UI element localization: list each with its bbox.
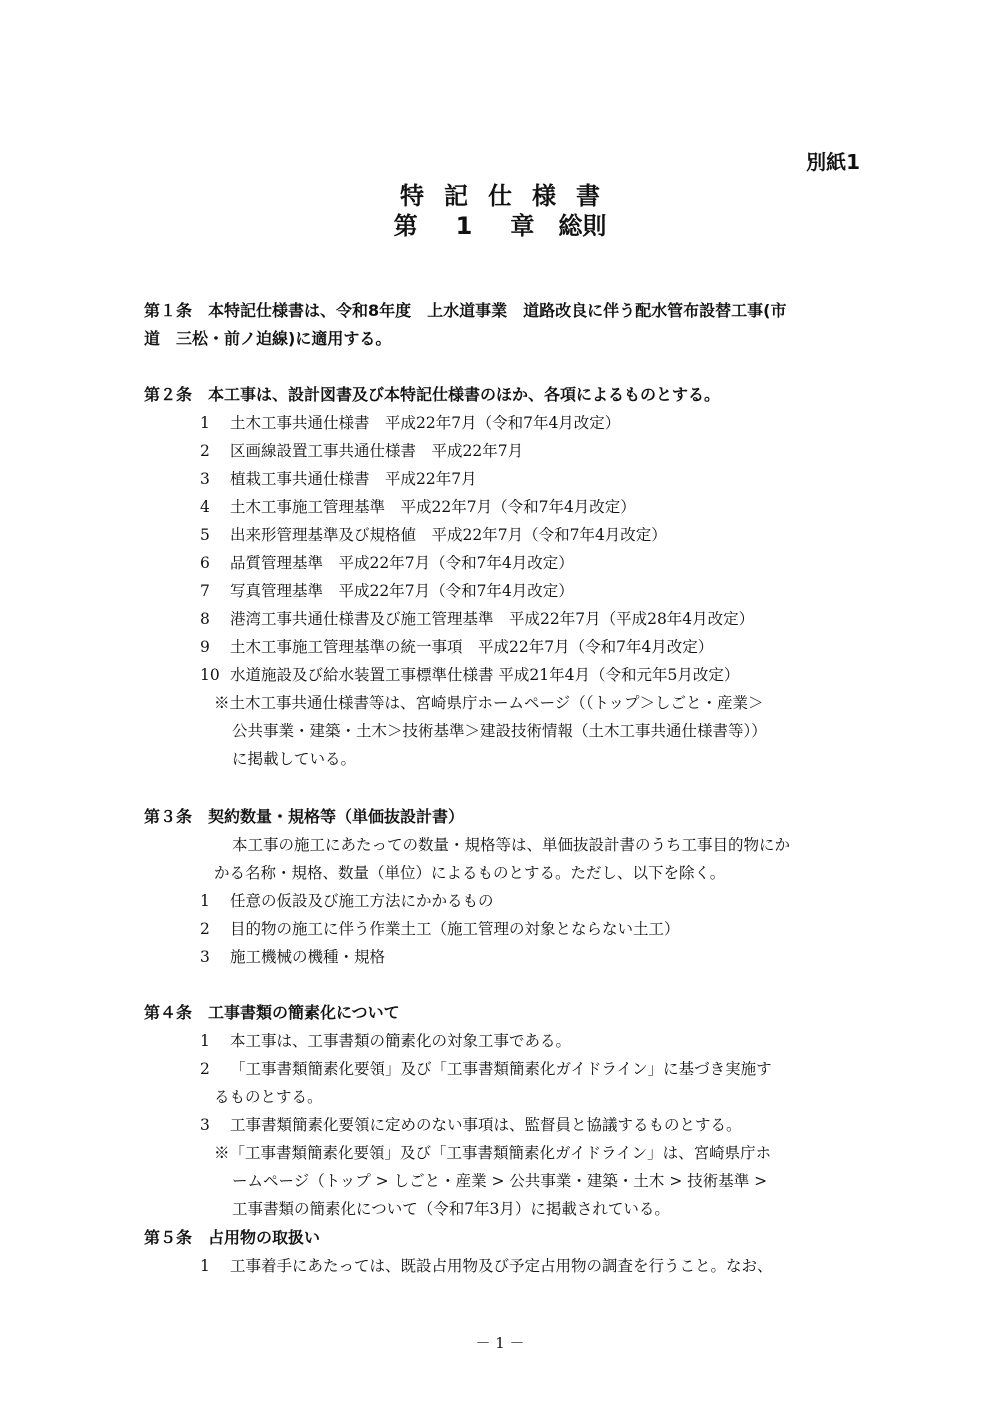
chapter-ordinal: 第 — [393, 212, 418, 240]
list-item: 7 写真管理基準 平成22年7月（令和7年4月改定） — [200, 582, 574, 600]
article-3-heading: 第３条 契約数量・規格等（単価抜設計書） — [144, 807, 465, 826]
article-2-note-line-3: に掲載している。 — [232, 750, 357, 768]
article-2-note-line-1: ※土木工事共通仕様書等は、宮崎県庁ホームページ（（トップ＞しごと・産業＞ — [214, 694, 764, 712]
list-item: 2 目的物の施工に伴う作業土工（施工管理の対象とならない土工） — [200, 920, 680, 938]
chapter-title — [0, 206, 1000, 241]
list-item: 3 植栽工事共通仕様書 平成22年7月 — [200, 470, 477, 488]
page-number: － 1 － — [475, 1334, 525, 1352]
article-5-heading: 第５条 占用物の取扱い — [144, 1228, 321, 1247]
list-item: 2 区画線設置工事共通仕様書 平成22年7月 — [200, 442, 524, 460]
attachment-label: 別紙1 — [806, 150, 860, 174]
article-4-note-line-3: 工事書類の簡素化について（令和7年3月）に掲載されている。 — [232, 1200, 670, 1218]
list-item: 10 水道施設及び給水装置工事標準仕様書 平成21年4月（令和元年5月改定） — [200, 666, 740, 684]
article-4-note-line-2: ームページ（トップ > しごと・産業 > 公共事業・建築・土木 > 技術基準 > — [232, 1172, 768, 1190]
list-item: 1 工事着手にあたっては、既設占用物及び予定占用物の調査を行うこと。なお、 — [200, 1257, 773, 1275]
chapter-name: 総則 — [558, 212, 607, 240]
list-item: 1 任意の仮設及び施工方法にかかるもの — [200, 892, 494, 910]
article-2-heading: 第２条 本工事は、設計図書及び本特記仕様書のほか、各項によるものとする。 — [144, 385, 721, 404]
article-2-note-line-2: 公共事業・建築・土木＞技術基準＞建設技術情報（土木工事共通仕様書等）） — [232, 722, 767, 740]
list-item: 5 出来形管理基準及び規格値 平成22年7月（令和7年4月改定） — [200, 526, 667, 544]
chapter-unit: 章 — [510, 212, 535, 240]
article-3-paragraph-line-2: かる名称・規格、数量（単位）によるものとする。ただし、以下を除く。 — [214, 864, 726, 882]
list-item: 1 土木工事共通仕様書 平成22年7月（令和7年4月改定） — [200, 414, 621, 432]
article-3-paragraph-line-1: 本工事の施工にあたっての数量・規格等は、単価抜設計書のうち工事目的物にか — [232, 836, 791, 854]
list-item: 4 土木工事施工管理基準 平成22年7月（令和7年4月改定） — [200, 498, 636, 516]
list-item: 9 土木工事施工管理基準の統一事項 平成22年7月（令和7年4月改定） — [200, 638, 714, 656]
article-4-heading: 第４条 工事書類の簡素化について — [144, 1003, 400, 1022]
article-1-line-2: 道 三松・前ノ迫線)に適用する。 — [144, 329, 392, 348]
list-item-continuation: るものとする。 — [214, 1088, 323, 1106]
list-item: 3 施工機械の機種・規格 — [200, 948, 386, 966]
chapter-number: 1 — [455, 212, 473, 240]
list-item: 3 工事書類簡素化要領に定めのない事項は、監督員と協議するものとする。 — [200, 1116, 742, 1134]
list-item: 1 本工事は、工事書類の簡素化の対象工事である。 — [200, 1032, 572, 1050]
article-1-line-1: 第１条 本特記仕様書は、令和8年度 上水道事業 道路改良に伴う配水管布設替工事(市 — [144, 301, 787, 320]
list-item: 8 港湾工事共通仕様書及び施工管理基準 平成22年7月（平成28年4月改定） — [200, 610, 755, 628]
list-item: 6 品質管理基準 平成22年7月（令和7年4月改定） — [200, 554, 574, 572]
document-title: 特記仕様書 — [400, 182, 620, 210]
list-item: 2 「工事書類簡素化要領」及び「工事書類簡素化ガイドライン」に基づき実施す — [200, 1060, 772, 1078]
article-4-note-line-1: ※「工事書類簡素化要領」及び「工事書類簡素化ガイドライン」は、宮崎県庁ホ — [214, 1144, 772, 1162]
